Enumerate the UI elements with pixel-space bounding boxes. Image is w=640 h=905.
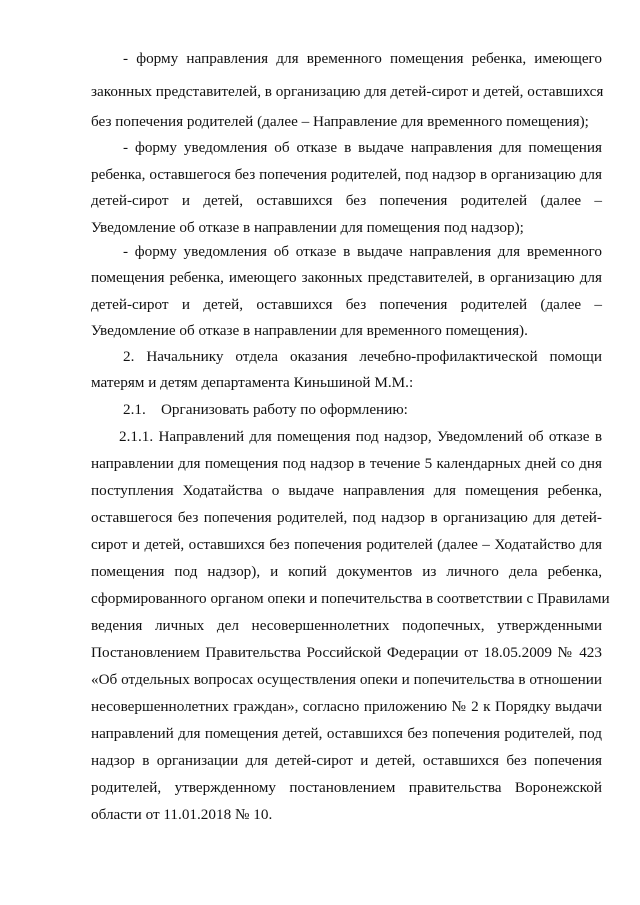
text-line: - форму уведомления об отказе в выдаче направления для временного xyxy=(123,243,602,260)
text-line: области от 11.01.2018 № 10. xyxy=(91,806,273,823)
text-line: родителей, утвержденному постановлением правительства Воронежской xyxy=(91,779,602,796)
text-line: 2.1. Организовать работу по оформлению: xyxy=(123,401,408,418)
text-line: надзор в организации для детей-сирот и детей, оставшихся без попечения xyxy=(91,752,602,769)
text-line: детей-сирот и детей, оставшихся без попечения родителей (далее – xyxy=(91,296,602,313)
text-line: сформированного органом опеки и попечительства в соответствии с Правилами xyxy=(91,590,610,607)
text-line: ребенка, оставшегося без попечения родителей, под надзор в организацию для xyxy=(91,166,602,183)
text-line: Уведомление об отказе в направлении для временного помещения). xyxy=(91,322,528,339)
text-line: помещения под надзор), и копий документов из личного дела ребенка, xyxy=(91,563,602,580)
text-line: 2.1.1. Направлений для помещения под надзор, Уведомлений об отказе в xyxy=(119,428,602,445)
text-line: - форму направления для временного помещения ребенка, имеющего xyxy=(123,50,602,67)
text-line: оставшегося без попечения родителей, под надзор в организацию для детей- xyxy=(91,509,602,526)
text-line: Уведомление об отказе в направлении для помещения под надзор); xyxy=(91,219,524,236)
text-line: несовершеннолетних граждан», согласно приложению № 2 к Порядку выдачи xyxy=(91,698,602,715)
text-line: - форму уведомления об отказе в выдаче направления для помещения xyxy=(123,139,602,156)
text-line: ведения личных дел несовершеннолетних подопечных, утвержденными xyxy=(91,617,602,634)
text-line: Постановлением Правительства Российской Федерации от 18.05.2009 № 423 xyxy=(91,644,602,661)
text-line: направлений для помещения детей, оставшихся без попечения родителей, под xyxy=(91,725,602,742)
text-line: 2. Начальнику отдела оказания лечебно-профилактической помощи xyxy=(123,348,602,365)
text-line: сирот и детей, оставшихся без попечения родителей (далее – Ходатайство для xyxy=(91,536,602,553)
text-line: матерям и детям департамента Киньшиной М.М.: xyxy=(91,374,414,391)
text-line: направлении для помещения под надзор в течение 5 календарных дней со дня xyxy=(91,455,602,472)
text-line: детей-сирот и детей, оставшихся без попечения родителей (далее – xyxy=(91,192,602,209)
text-line: помещения ребенка, имеющего законных представителей, в организацию для xyxy=(91,269,602,286)
text-line: поступления Ходатайства о выдаче направления для помещения ребенка, xyxy=(91,482,602,499)
text-line: законных представителей, в организацию для детей-сирот и детей, оставшихся xyxy=(91,83,604,100)
text-line: «Об отдельных вопросах осуществления опеки и попечительства в отношении xyxy=(91,671,602,688)
text-line: без попечения родителей (далее – Направление для временного помещения); xyxy=(91,113,589,130)
